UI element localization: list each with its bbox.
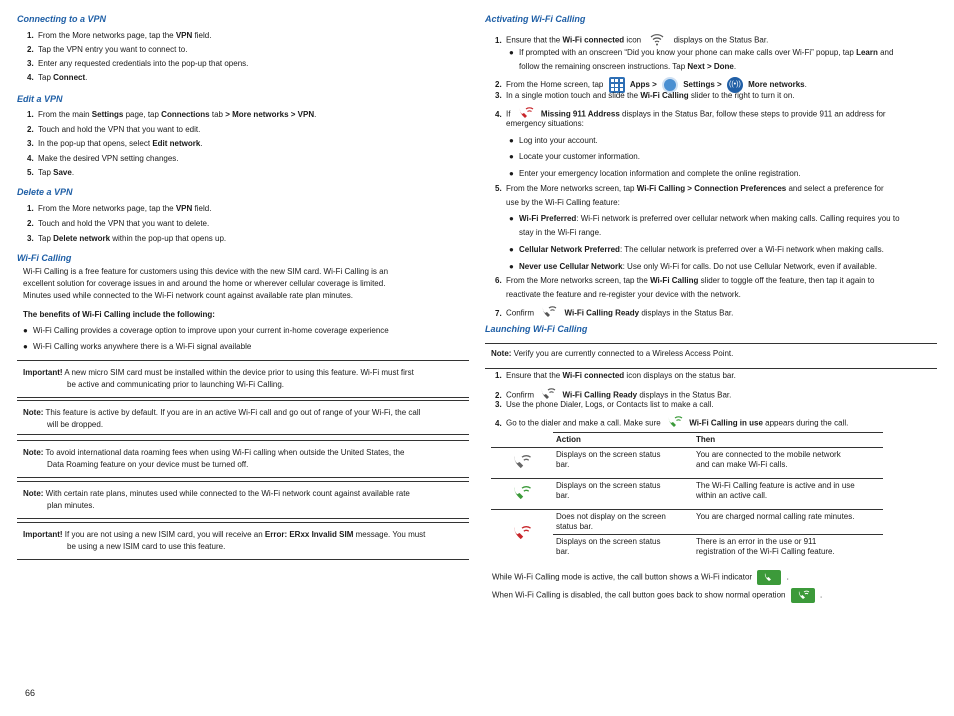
wifi-calling-in-use-icon: [666, 414, 684, 433]
edit-step-1: 1. From the main Settings page, tap Connections tab > More networks > VPN.: [27, 110, 317, 119]
status-icon-table: [491, 432, 883, 559]
preference-bullet: ● Wi-Fi Preferred: Wi-Fi network is preferred over cellular network when making calls. Calling requires you to: [509, 214, 900, 223]
delete-step-2: 2. Touch and hold the VPN that you want to delete.: [27, 219, 210, 228]
activate-step-2: 2. From the Home screen, tap Apps > Settings > ((•)) More networks.: [495, 77, 807, 93]
edit-step-3: 4. Make the desired VPN setting changes.: [27, 153, 179, 163]
activate-step-7: 7. Confirm Wi-Fi Calling Ready displays in the Status Bar.: [495, 304, 733, 323]
call-button-normal-icon: [791, 588, 815, 603]
launch-step-4: 4. Go to the dialer and make a call. Make sure Wi-Fi Calling in use appears during the call.: [495, 414, 848, 433]
emergency-bullet: ● Locate your customer information.: [509, 152, 640, 161]
wifi-call-red-icon: [491, 510, 553, 560]
table-row: [491, 479, 883, 510]
preference-bullet-l2: stay in the Wi-Fi range.: [519, 228, 602, 237]
preference-bullet: ● Cellular Network Preferred: The cellular network is preferred over a Wi-Fi network when making calls.: [509, 245, 884, 254]
benefits-title: The benefits of Wi-Fi Calling include the following:: [23, 310, 215, 319]
wifi-calling-intro: Wi-Fi Calling is a free feature for customers using this device with the new SIM card. Wi-Fi Calling is an excellent solution for coverage issues in and around the home or wherever cellular coverage is limited. Minutes used while connected to the Wi-Fi network count against available rate plan minutes.: [23, 267, 389, 300]
delete-step-1: 1. From the More networks page, tap the VPN field.: [27, 204, 212, 213]
note-box: Important! If you are not using a new ISIM card, you will receive an Error: ERxx Invalid SIM message. You must be using a new ISIM card to use this feature.: [17, 522, 469, 560]
table-cell-then: The Wi-Fi Calling feature is active and in use within an active call.: [693, 479, 883, 510]
wifi-call-green-icon: [491, 479, 553, 510]
edit-step-1: 2. Touch and hold the VPN that you want to edit.: [27, 125, 201, 134]
wifi-calling-ready-icon: [540, 304, 558, 323]
table-cell-action: Does not display on the screen status bar.: [553, 510, 693, 535]
note-box: Note: To avoid international data roaming fees when using Wi-Fi calling when outside the United States, the Data Roaming feature on your device must be turned off.: [17, 440, 469, 478]
call-button-wifi-icon: [757, 570, 781, 585]
table-row: [491, 448, 883, 479]
heading-launching: Launching Wi-Fi Calling: [485, 324, 588, 334]
heading-delete-vpn: Delete a VPN: [17, 187, 73, 197]
table-cell-action: Displays on the screen status bar.: [553, 448, 693, 479]
table-header-action: Action: [553, 433, 693, 448]
heading-activating: Activating Wi-Fi Calling: [485, 14, 586, 24]
footer-active-line: While Wi-Fi Calling mode is active, the call button shows a Wi-Fi indicator .: [492, 570, 789, 585]
activate-step-6: 6. From the More networks screen, tap the Wi-Fi Calling slider to toggle off the feature, then tap it again to: [495, 276, 875, 285]
emergency-bullet: ● Enter your emergency location information and complete the online registration.: [509, 169, 801, 178]
edit-step-4: 5. Tap Save.: [27, 167, 75, 177]
launch-step-2: 2. Confirm Wi-Fi Calling Ready displays in the Status Bar.: [495, 386, 731, 405]
activate-step-5: 5. From the More networks screen, tap Wi-Fi Calling > Connection Preferences and select a preference for: [495, 184, 884, 193]
activate-step-6-l2: reactivate the feature and re-register your device with the network.: [506, 290, 741, 299]
table-cell-then: You are charged normal calling rate minutes.: [693, 510, 883, 535]
table-cell-action: Displays on the screen status bar.: [553, 479, 693, 510]
edit-step-2: 3. In the pop-up that opens, select Edit network.: [27, 139, 203, 149]
table-corner: [491, 433, 553, 448]
footer-disabled-line: When Wi-Fi Calling is disabled, the call button goes back to show normal operation .: [492, 588, 822, 603]
heading-wifi-calling: Wi-Fi Calling: [17, 253, 72, 263]
emergency-bullet: ● Log into your account.: [509, 136, 598, 145]
heading-edit-vpn: Edit a VPN: [17, 94, 63, 104]
activate-step-4-l2: emergency situations:: [506, 119, 584, 128]
connect-step-3: 3. Enter any requested credentials into the pop-up that opens.: [27, 59, 249, 68]
table-row: [491, 510, 883, 535]
page-number: 66: [25, 688, 36, 698]
launch-step-3: 3. Use the phone Dialer, Logs, or Contacts list to make a call.: [495, 400, 714, 409]
delete-step-3: 3. Tap Delete network within the pop-up that opens up.: [27, 234, 227, 243]
activate-step-1-bullet-l2: follow the remaining onscreen instructions. Tap Next > Done.: [519, 62, 737, 71]
activate-step-1: 1. Ensure that the Wi-Fi connected icon displays on the Status Bar.: [495, 31, 768, 50]
wifi-call-gray-icon: [491, 448, 553, 479]
connect-step-1: 1. From the More networks page, tap the VPN field.: [27, 31, 212, 40]
table-cell-then: There is an error in the use or 911 registration of the Wi-Fi Calling feature.: [693, 535, 883, 560]
note-box: Note: Verify you are currently connected to a Wireless Access Point.: [485, 343, 937, 369]
heading-connecting-vpn: Connecting to a VPN: [17, 14, 107, 24]
connect-step-2: 2. Tap the VPN entry you want to connect to.: [27, 45, 188, 54]
more-networks-icon: ((•)): [727, 77, 743, 93]
activate-step-5-l2: use by the Wi-Fi Calling feature:: [506, 198, 620, 207]
launch-step-1: 1. Ensure that the Wi-Fi connected icon displays on the status bar.: [495, 371, 736, 380]
note-box: Note: With certain rate plans, minutes used while connected to the Wi-Fi network count against available rate plan minutes.: [17, 481, 469, 519]
benefit-item: ● Wi-Fi Calling works anywhere there is a Wi-Fi signal available: [23, 342, 252, 351]
connect-step-4: 4. Tap Connect.: [27, 73, 88, 82]
table-header-then: Then: [693, 433, 883, 448]
preference-bullet: ● Never use Cellular Network: Use only Wi-Fi for calls. Do not use Cellular Network, even if available.: [509, 262, 877, 271]
activate-step-1-bullet: ● If prompted with an onscreen “Did you know your phone can make calls over Wi-Fi” popup, tap Learn and: [509, 48, 894, 57]
benefit-item: ● Wi-Fi Calling provides a coverage option to improve upon your current in-home coverage experience: [23, 326, 389, 335]
activate-step-4: 4. If Missing 911 Address displays in the Status Bar, follow these steps to provide 911 an address for: [495, 105, 886, 124]
note-box: Note: This feature is active by default. If you are in an active Wi-Fi call and go out of range of your Wi-Fi, the call will be dropped.: [17, 400, 469, 435]
table-cell-action: Displays on the screen status bar.: [553, 535, 693, 560]
activate-step-3: 3. In a single motion touch and slide the Wi-Fi Calling slider to the right to turn it on.: [495, 91, 795, 100]
table-cell-then: You are connected to the mobile network and can make Wi-Fi calls.: [693, 448, 883, 479]
note-box: Important! A new micro SIM card must be installed within the device prior to using this feature. Wi-Fi must first be active and communicating prior to launching Wi-Fi Calling.: [17, 360, 469, 398]
